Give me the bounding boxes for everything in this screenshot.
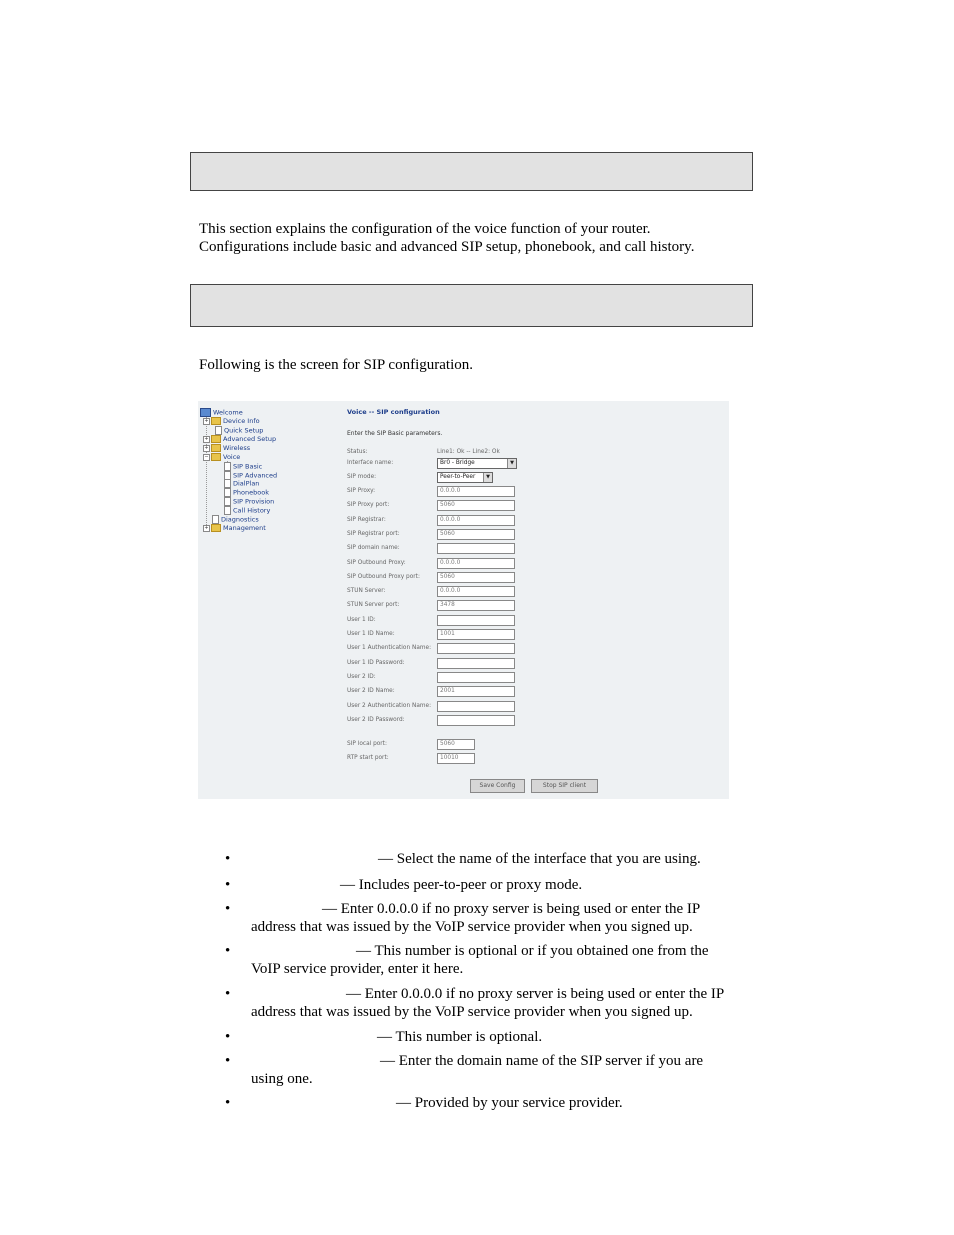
stun-server-input[interactable]: 0.0.0.0 (437, 586, 515, 597)
tree-item-sip-provision[interactable]: SIP Provision (224, 497, 274, 506)
stun-server-port-row: STUN Server port: 3478 (347, 600, 647, 612)
sip-config-screenshot (198, 401, 729, 799)
intro-line-1: This section explains the configuration of the voice function of your router. (199, 221, 651, 237)
tree-item-quick-setup[interactable]: Quick Setup (215, 426, 263, 435)
expand-icon: + (204, 417, 209, 424)
tree-item-dialplan[interactable]: DialPlan (224, 479, 259, 488)
folder-icon (211, 417, 221, 425)
user2-password-row: User 2 ID Password: (347, 715, 647, 727)
sip-proxy-row: SIP Proxy: 0.0.0.0 (347, 486, 647, 498)
sip-outbound-proxy-input[interactable]: 0.0.0.0 (437, 558, 515, 569)
subsection-header-bar (190, 284, 753, 327)
sip-domain-name-row: SIP domain name: (347, 543, 647, 555)
page-icon (224, 488, 231, 497)
page-icon (215, 426, 222, 435)
user2-id-name-input[interactable]: 2001 (437, 686, 515, 697)
intro-line-2: Configurations include basic and advanced SIP setup, phonebook, and call history. (199, 239, 695, 255)
sip-outbound-proxy-port-input[interactable]: 5060 (437, 572, 515, 583)
save-config-button[interactable]: Save Config (470, 779, 525, 793)
expand-icon: + (204, 435, 209, 442)
expand-icon: + (204, 524, 209, 531)
tree-item-welcome[interactable]: Welcome (200, 408, 243, 417)
user1-id-name-input[interactable]: 1001 (437, 629, 515, 640)
sip-outbound-proxy-port-row: SIP Outbound Proxy port: 5060 (347, 572, 647, 584)
tree-item-diagnostics[interactable]: Diagnostics (212, 515, 259, 524)
user2-id-row: User 2 ID: (347, 672, 647, 684)
chevron-down-icon: ▼ (483, 473, 492, 482)
sip-outbound-proxy-row: SIP Outbound Proxy: 0.0.0.0 (347, 558, 647, 570)
sip-mode-select[interactable]: Peer-to-Peer ▼ (437, 472, 493, 483)
user2-auth-name-row: User 2 Authentication Name: (347, 701, 647, 713)
tree-item-advanced-setup[interactable]: + Advanced Setup (204, 435, 277, 443)
expand-icon: + (204, 444, 209, 451)
status-row: Status: Line1: Ok -- Line2: Ok (347, 449, 500, 455)
tree-item-device-info[interactable]: + Device Info (204, 417, 260, 425)
sip-registrar-port-input[interactable]: 5060 (437, 529, 515, 540)
sip-registrar-input[interactable]: 0.0.0.0 (437, 515, 515, 526)
user1-password-row: User 1 ID Password: (347, 658, 647, 670)
stun-server-row: STUN Server: 0.0.0.0 (347, 586, 647, 598)
user2-password-input[interactable] (437, 715, 515, 726)
sip-mode-row: SIP mode: Peer-to-Peer ▼ (347, 472, 647, 484)
tree-item-sip-advanced[interactable]: SIP Advanced (224, 471, 277, 480)
user1-auth-name-input[interactable] (437, 643, 515, 654)
sip-domain-name-input[interactable] (437, 543, 515, 554)
user1-password-input[interactable] (437, 658, 515, 669)
tree-item-sip-basic[interactable]: SIP Basic (224, 462, 262, 471)
user2-auth-name-input[interactable] (437, 701, 515, 712)
tree-item-phonebook[interactable]: Phonebook (224, 488, 269, 497)
sip-proxy-input[interactable]: 0.0.0.0 (437, 486, 515, 497)
interface-name-select[interactable]: Br0 - Bridge ▼ (437, 458, 517, 469)
user1-id-name-row: User 1 ID Name: 1001 (347, 629, 647, 641)
figure-intro: Following is the screen for SIP configuration. (199, 357, 473, 373)
sip-proxy-port-row: SIP Proxy port: 5060 (347, 500, 647, 512)
folder-icon (211, 453, 221, 461)
rtp-start-port-input[interactable]: 10010 (437, 753, 475, 764)
section-header-bar (190, 152, 753, 191)
interface-name-row: Interface name: Br0 - Bridge ▼ (347, 458, 647, 470)
page-icon (212, 515, 219, 524)
sip-proxy-port-input[interactable]: 5060 (437, 500, 515, 511)
intro-paragraph (199, 220, 694, 256)
sip-local-port-input[interactable]: 5060 (437, 739, 475, 750)
page-icon (224, 479, 231, 488)
tree-item-call-history[interactable]: Call History (224, 506, 270, 515)
tree-item-voice[interactable]: − Voice (204, 453, 241, 461)
page-icon (224, 497, 231, 506)
tree-item-management[interactable]: + Management (204, 524, 266, 532)
folder-icon (211, 524, 221, 532)
screenshot-title: Voice -- SIP configuration (347, 408, 440, 416)
sip-registrar-port-row: SIP Registrar port: 5060 (347, 529, 647, 541)
folder-icon (211, 444, 221, 452)
tree-item-wireless[interactable]: + Wireless (204, 444, 251, 452)
collapse-icon: − (204, 453, 209, 460)
rtp-start-port-row: RTP start port: 10010 (347, 753, 647, 765)
sip-local-port-row: SIP local port: 5060 (347, 739, 647, 751)
stun-server-port-input[interactable]: 3478 (437, 600, 515, 611)
user2-id-input[interactable] (437, 672, 515, 683)
sip-registrar-row: SIP Registrar: 0.0.0.0 (347, 515, 647, 527)
stop-sip-client-button[interactable]: Stop SIP client (531, 779, 598, 793)
folder-icon (211, 435, 221, 443)
page-icon (224, 462, 231, 471)
screenshot-subtitle: Enter the SIP Basic parameters. (347, 430, 443, 437)
page-icon (224, 506, 231, 515)
user1-id-input[interactable] (437, 615, 515, 626)
computer-icon (200, 408, 211, 417)
user2-id-name-row: User 2 ID Name: 2001 (347, 686, 647, 698)
user1-id-row: User 1 ID: (347, 615, 647, 627)
user1-auth-name-row: User 1 Authentication Name: (347, 643, 647, 655)
status-value: Line1: Ok -- Line2: Ok (437, 449, 500, 455)
chevron-down-icon: ▼ (507, 459, 516, 468)
